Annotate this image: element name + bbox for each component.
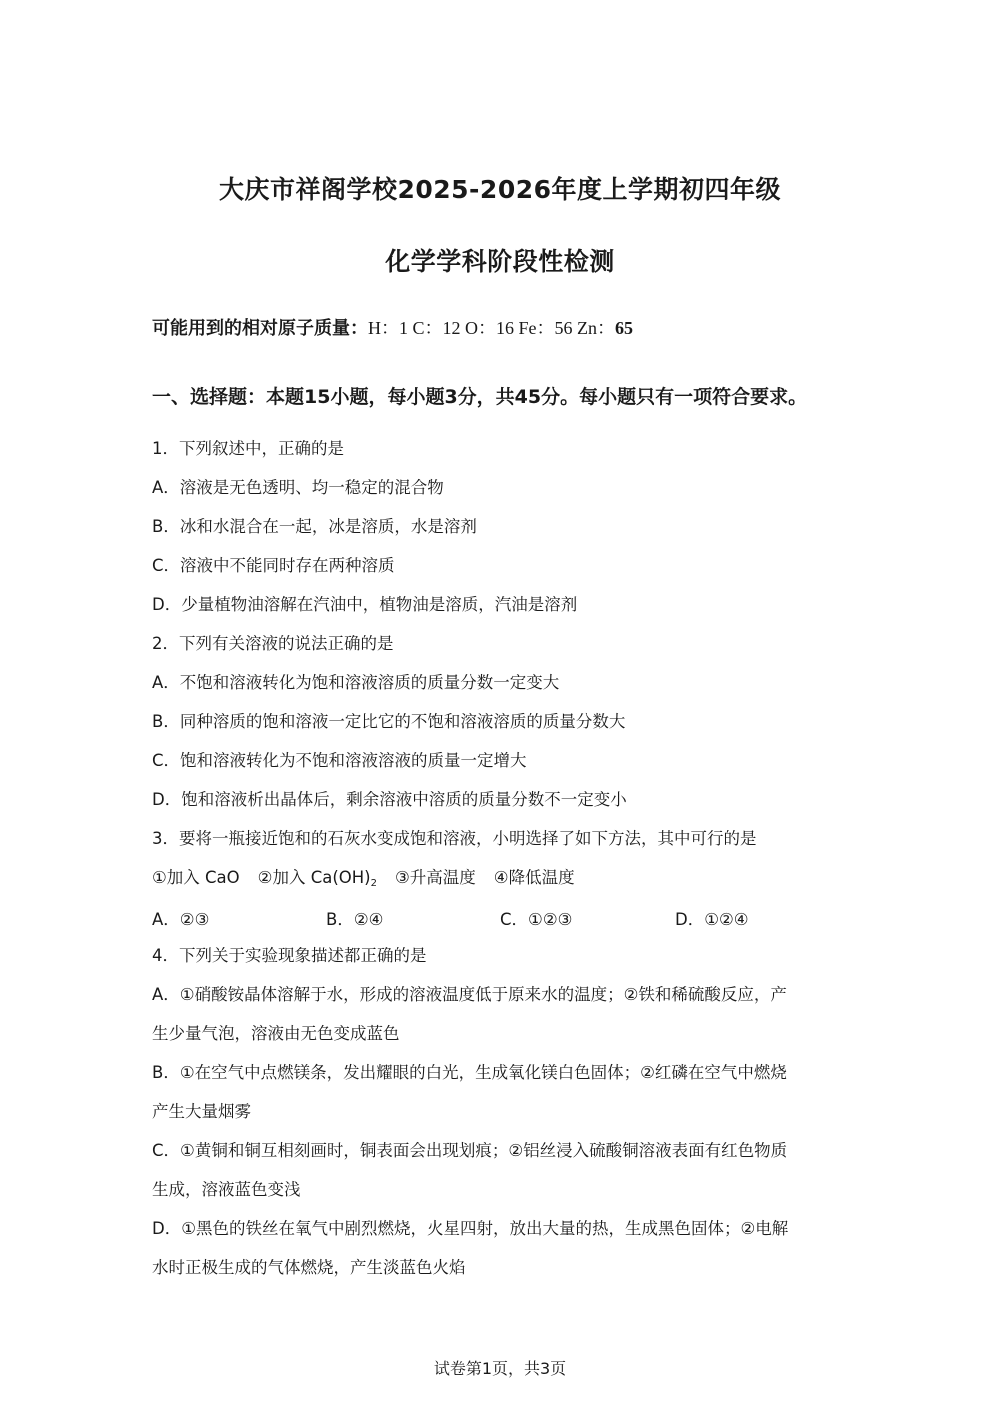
question-stem: 4．下列关于实验现象描述都正确的是: [152, 946, 427, 965]
atomic-mass-last: 65: [615, 318, 633, 338]
question-option: B．冰和水混合在一起，冰是溶质，水是溶剂: [152, 517, 477, 536]
method-list: [152, 867, 575, 895]
question-option: D．饱和溶液析出晶体后，剩余溶液中溶质的质量分数不一定变小: [152, 790, 627, 809]
section-heading: 一、选择题：本题15小题，每小题3分，共45分。每小题只有一项符合要求。: [152, 386, 808, 408]
question-option: B．同种溶质的饱和溶液一定比它的不饱和溶液溶质的质量分数大: [152, 712, 626, 731]
method-2-subscript: 2: [370, 878, 377, 889]
question-option: D．少量植物油溶解在汽油中，植物油是溶质，汽油是溶剂: [152, 595, 578, 614]
question-option: C．溶液中不能同时存在两种溶质: [152, 556, 395, 575]
question-option: C．饱和溶液转化为不饱和溶液溶液的质量一定增大: [152, 751, 527, 770]
question-option: D．①②④: [675, 910, 749, 929]
question-option-continued: 生成，溶液蓝色变浅: [152, 1180, 301, 1199]
method-3: ③升高温度: [394, 868, 476, 887]
method-2: [258, 868, 377, 887]
question-stem: 2．下列有关溶液的说法正确的是: [152, 634, 394, 653]
question-option: A．不饱和溶液转化为饱和溶液溶质的质量分数一定变大: [152, 673, 560, 692]
question-option: A．②③: [152, 910, 210, 929]
method-2-text: ②加入 Ca(OH): [257, 868, 371, 887]
question-option-continued: 生少量气泡，溶液由无色变成蓝色: [152, 1024, 400, 1043]
question-option: B．①在空气中点燃镁条，发出耀眼的白光，生成氧化镁白色固体；②红磷在空气中燃烧: [152, 1063, 787, 1082]
exam-title-line1: 大庆市祥阁学校2025-2026年度上学期初四年级: [218, 175, 782, 204]
question-stem: 3．要将一瓶接近饱和的石灰水变成饱和溶液，小明选择了如下方法，其中可行的是: [152, 829, 757, 848]
question-option-continued: 产生大量烟雾: [152, 1102, 251, 1121]
question-option: B．②④: [326, 910, 384, 929]
question-option: A．①硝酸铵晶体溶解于水，形成的溶液温度低于原来水的温度；②铁和稀硫酸反应，产: [152, 985, 787, 1004]
page-footer: 试卷第1页，共3页: [433, 1359, 567, 1378]
method-4: ④降低温度: [493, 868, 575, 887]
atomic-mass-values: [368, 318, 633, 338]
exam-title-line2: 化学学科阶段性检测: [385, 247, 615, 276]
question-option: C．①②③: [500, 910, 573, 929]
question-option: A．溶液是无色透明、均一稳定的混合物: [152, 478, 444, 497]
question-option: D．①黑色的铁丝在氧气中剧烈燃烧，火星四射，放出大量的热，生成黑色固体；②电解: [152, 1219, 789, 1238]
atomic-mass-label: 可能用到的相对原子质量：: [152, 318, 368, 339]
method-1: ①加入 CaO: [152, 868, 240, 887]
atomic-mass-line: [152, 314, 633, 340]
question-stem: 1．下列叙述中，正确的是: [152, 439, 344, 458]
atomic-mass-list: H：1 C：12 O：16 Fe：56 Zn：: [368, 318, 615, 338]
question-option: C．①黄铜和铜互相刻画时，铜表面会出现划痕；②铝丝浸入硫酸铜溶液表面有红色物质: [152, 1141, 788, 1160]
question-option-continued: 水时正极生成的气体燃烧，产生淡蓝色火焰: [152, 1258, 466, 1277]
